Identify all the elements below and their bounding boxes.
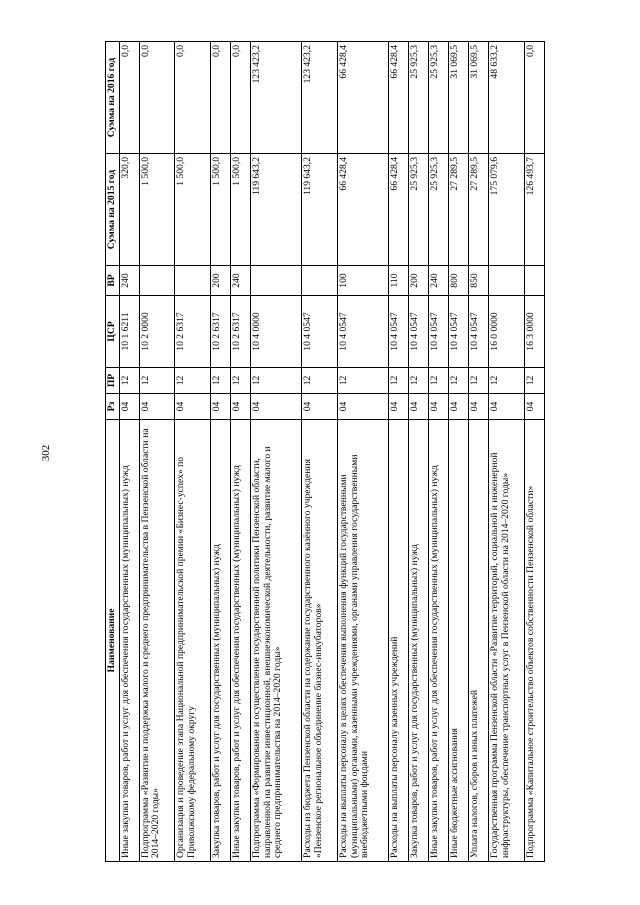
cell-pr: 12: [524, 368, 544, 394]
cell-pr: 12: [489, 368, 525, 394]
cell-csr: 10 4 0547: [337, 296, 388, 368]
header-sum-2016: Сумма на 2016 год: [106, 42, 120, 154]
cell-sum-2015: 27 289,5: [449, 154, 469, 266]
cell-sum-2015: 25 925,3: [409, 154, 429, 266]
cell-csr: 10 4 0000: [251, 296, 302, 368]
table-row: [489, 42, 525, 862]
table-row: [231, 42, 251, 862]
cell-sum-2015: 320,0: [119, 154, 139, 266]
cell-csr: 16 3 0000: [524, 296, 544, 368]
cell-sum-2016: 0,0: [139, 42, 175, 154]
cell-name: Иные закупки товаров, работ и услуг для обеспечения государственных (муниципальных) нужд: [429, 420, 449, 862]
table-row: [337, 42, 388, 862]
cell-csr: 10 2 6317: [175, 296, 211, 368]
table-row: [211, 42, 231, 862]
cell-name: Уплата налогов, сборов и иных платежей: [469, 420, 489, 862]
cell-name: Расходы из бюджета Пензенской области на содержание государственного казённого учреждения «Пензенское региональное объединение бизнес-инкубаторов»: [302, 420, 338, 862]
cell-csr: 10 4 0547: [429, 296, 449, 368]
table-row: [389, 42, 409, 862]
cell-rz: 04: [139, 394, 175, 420]
cell-vr: 200: [211, 266, 231, 296]
cell-rz: 04: [449, 394, 469, 420]
cell-rz: 04: [119, 394, 139, 420]
cell-pr: 12: [119, 368, 139, 394]
cell-vr: 240: [231, 266, 251, 296]
cell-pr: 12: [211, 368, 231, 394]
page-number: 302: [40, 444, 52, 462]
cell-pr: 12: [302, 368, 338, 394]
cell-vr: 240: [429, 266, 449, 296]
cell-sum-2016: 31 069,5: [469, 42, 489, 154]
cell-sum-2016: 123 423,2: [302, 42, 338, 154]
cell-rz: 04: [211, 394, 231, 420]
cell-sum-2016: 25 925,3: [409, 42, 429, 154]
table-header-row: [106, 42, 120, 862]
cell-vr: [489, 266, 525, 296]
cell-sum-2016: 25 925,3: [429, 42, 449, 154]
header-name: Наименование: [106, 420, 120, 862]
cell-vr: 110: [389, 266, 409, 296]
cell-pr: 12: [409, 368, 429, 394]
cell-sum-2016: 48 633,2: [489, 42, 525, 154]
cell-sum-2015: 27 289,5: [469, 154, 489, 266]
cell-vr: 240: [119, 266, 139, 296]
cell-rz: 04: [524, 394, 544, 420]
cell-pr: 12: [139, 368, 175, 394]
cell-sum-2015: 119 643,2: [251, 154, 302, 266]
cell-rz: 04: [175, 394, 211, 420]
cell-name: Расходы на выплаты персоналу в целях обеспечения выполнения функций государственными (муниципальными) органами, казенными учреждениями, органами управления государственными внебюджетными фондами: [337, 420, 388, 862]
table-row: [449, 42, 469, 862]
cell-sum-2016: 0,0: [119, 42, 139, 154]
cell-name: Государственная программа Пензенской области «Развитие территорий, социальной и инженерной инфраструктуры, обеспечение транспортных услуг в Пензенской области на 2014–2020 годы»: [489, 420, 525, 862]
cell-pr: 12: [175, 368, 211, 394]
cell-rz: 04: [389, 394, 409, 420]
cell-csr: 10 4 0547: [409, 296, 429, 368]
table-row: [302, 42, 338, 862]
cell-vr: [251, 266, 302, 296]
cell-vr: 200: [409, 266, 429, 296]
cell-name: Иные бюджетные ассигнования: [449, 420, 469, 862]
budget-table: [105, 41, 545, 862]
header-sum-2015: Сумма на 2015 год: [106, 154, 120, 266]
cell-rz: 04: [251, 394, 302, 420]
cell-pr: 12: [449, 368, 469, 394]
cell-csr: 10 2 6317: [211, 296, 231, 368]
cell-sum-2015: 66 428,4: [389, 154, 409, 266]
cell-rz: 04: [409, 394, 429, 420]
cell-pr: 12: [389, 368, 409, 394]
budget-table-container: [105, 42, 545, 862]
cell-name: Иные закупки товаров, работ и услуг для обеспечения государственных (муниципальных) нужд: [119, 420, 139, 862]
cell-csr: 10 4 0547: [449, 296, 469, 368]
cell-sum-2016: 0,0: [231, 42, 251, 154]
cell-pr: 12: [337, 368, 388, 394]
cell-pr: 12: [429, 368, 449, 394]
cell-sum-2015: 1 500,0: [139, 154, 175, 266]
cell-rz: 04: [489, 394, 525, 420]
cell-sum-2015: 119 643,2: [302, 154, 338, 266]
cell-name: Расходы на выплаты персоналу казенных учреждений: [389, 420, 409, 862]
table-row: [429, 42, 449, 862]
cell-vr: [139, 266, 175, 296]
cell-csr: 10 2 0000: [139, 296, 175, 368]
cell-csr: 10 2 6317: [231, 296, 251, 368]
cell-vr: 800: [449, 266, 469, 296]
cell-csr: 10 4 0547: [302, 296, 338, 368]
cell-sum-2016: 31 069,5: [449, 42, 469, 154]
cell-sum-2016: 0,0: [524, 42, 544, 154]
cell-pr: 12: [231, 368, 251, 394]
cell-sum-2016: 66 428,4: [389, 42, 409, 154]
cell-rz: 04: [337, 394, 388, 420]
cell-pr: 12: [251, 368, 302, 394]
cell-csr: 10 4 0547: [389, 296, 409, 368]
table-row: [139, 42, 175, 862]
cell-rz: 04: [231, 394, 251, 420]
header-pr: ПР: [106, 368, 120, 394]
cell-name: Закупка товаров, работ и услуг для государственных (муниципальных) нужд: [211, 420, 231, 862]
cell-sum-2015: 25 925,3: [429, 154, 449, 266]
cell-vr: [302, 266, 338, 296]
cell-pr: 12: [469, 368, 489, 394]
cell-csr: 16 0 0000: [489, 296, 525, 368]
cell-vr: 100: [337, 266, 388, 296]
cell-vr: 850: [469, 266, 489, 296]
cell-name: Закупка товаров, работ и услуг для государственных (муниципальных) нужд: [409, 420, 429, 862]
cell-sum-2015: 126 493,7: [524, 154, 544, 266]
header-vr: ВР: [106, 266, 120, 296]
cell-sum-2016: 0,0: [175, 42, 211, 154]
cell-name: Подпрограмма «Развитие и поддержка малого и среднего предпринимательства в Пензенской области на 2014–2020 годы»: [139, 420, 175, 862]
cell-vr: [524, 266, 544, 296]
table-row: [175, 42, 211, 862]
cell-sum-2016: 0,0: [211, 42, 231, 154]
header-csr: ЦСР: [106, 296, 120, 368]
cell-rz: 04: [429, 394, 449, 420]
cell-rz: 04: [469, 394, 489, 420]
cell-vr: [175, 266, 211, 296]
cell-sum-2016: 66 428,4: [337, 42, 388, 154]
cell-name: Подпрограмма «Формирование и осуществление государственной политики Пензенской области, направленной на развитие инвестиционной, внешнеэкономической деятельности, развитие малого и среднего предпринимательства на 2014–2020 годы»: [251, 420, 302, 862]
cell-sum-2016: 123 423,2: [251, 42, 302, 154]
table-row: [524, 42, 544, 862]
cell-sum-2015: 66 428,4: [337, 154, 388, 266]
cell-rz: 04: [302, 394, 338, 420]
cell-csr: 10 4 0547: [469, 296, 489, 368]
header-rz: Рз: [106, 394, 120, 420]
cell-name: Подпрограмма «Капитальное строительство объектов собственности Пензенской области»: [524, 420, 544, 862]
cell-sum-2015: 1 500,0: [175, 154, 211, 266]
table-row: [119, 42, 139, 862]
cell-sum-2015: 175 079,6: [489, 154, 525, 266]
table-row: [409, 42, 429, 862]
cell-csr: 10 1 6211: [119, 296, 139, 368]
table-row: [469, 42, 489, 862]
table-row: [251, 42, 302, 862]
cell-name: Организация и проведение этапа Национальной предпринимательской премии «Бизнес-успех» по Приволжскому федеральному округу: [175, 420, 211, 862]
cell-name: Иные закупки товаров, работ и услуг для обеспечения государственных (муниципальных) нужд: [231, 420, 251, 862]
cell-sum-2015: 1 500,0: [231, 154, 251, 266]
cell-sum-2015: 1 500,0: [211, 154, 231, 266]
